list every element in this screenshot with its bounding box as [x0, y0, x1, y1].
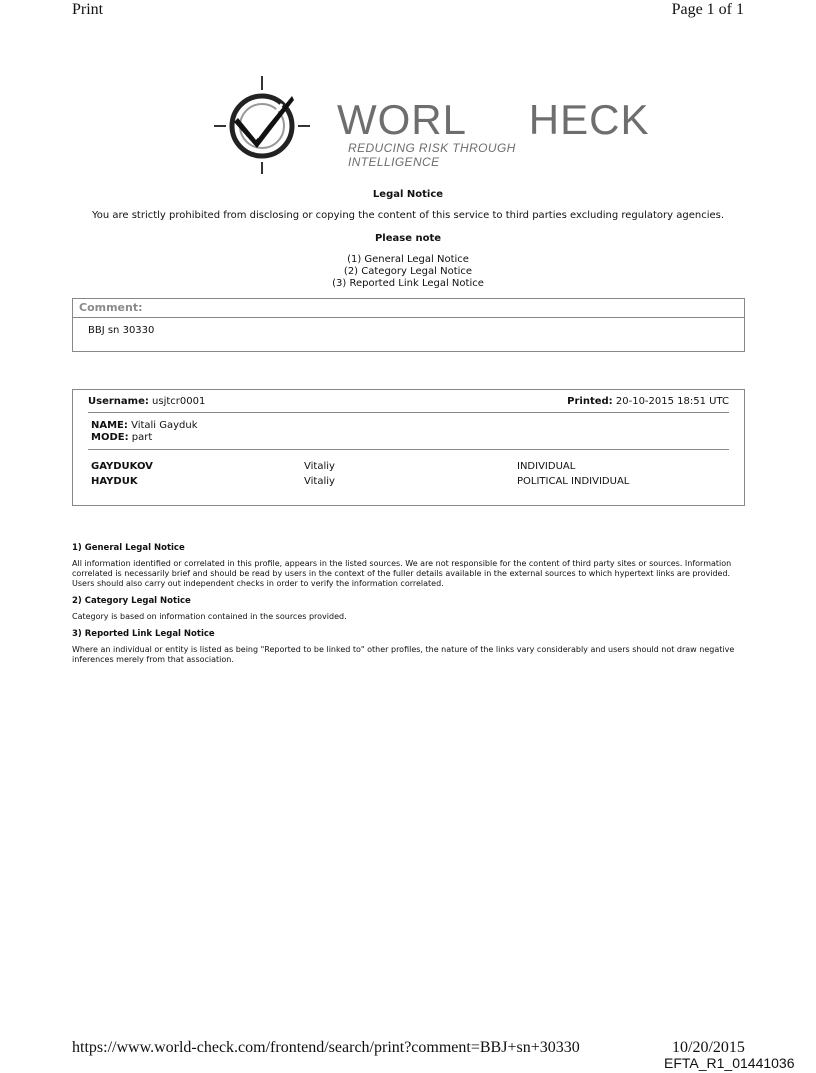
- category-notice-text: Category is based on information contained in the sources provided.: [72, 612, 347, 621]
- result-surname: HAYDUK: [91, 476, 138, 487]
- general-notice-title: 1) General Legal Notice: [72, 543, 185, 553]
- username-value: usjtcr0001: [152, 396, 206, 407]
- result-row: [91, 476, 729, 490]
- search-meta: [91, 420, 198, 444]
- user-row: [88, 396, 729, 413]
- result-surname: GAYDUKOV: [91, 461, 153, 472]
- printed-field: [567, 396, 729, 407]
- printed-label: Printed:: [567, 396, 613, 407]
- name-value: Vitali Gayduk: [131, 420, 198, 431]
- legal-item: (3) Reported Link Legal Notice: [332, 278, 484, 289]
- category-notice-title: 2) Category Legal Notice: [72, 596, 191, 606]
- comment-box: [72, 298, 745, 352]
- mode-value: part: [131, 432, 153, 443]
- username-field: [88, 396, 205, 407]
- link-notice-text: Where an individual or entity is listed as being "Reported to be linked to" other profiles, the nature of the links vary considerably and users should not draw negative inferences merely from that association.: [72, 645, 735, 664]
- search-details-box: [72, 389, 745, 506]
- legal-notices-section: [72, 543, 744, 672]
- checkmark-globe-icon: [210, 74, 320, 174]
- world-check-logo: [210, 74, 650, 174]
- page-number: Page 1 of 1: [671, 1, 744, 18]
- logo-tagline: REDUCING RISK THROUGH INTELLIGENCE: [348, 141, 516, 169]
- comment-label: Comment:: [73, 299, 744, 318]
- result-row: [91, 461, 729, 475]
- result-category: INDIVIDUAL: [517, 461, 576, 472]
- result-given-name: Vitaliy: [304, 461, 335, 472]
- please-note-title: Please note: [374, 233, 442, 244]
- legal-statement: You are strictly prohibited from disclosing or copying the content of this service to third parties excluding regulatory agencies.: [91, 210, 725, 221]
- general-notice-text: All information identified or correlated in this profile, appears in the listed sources. We are not responsible for the content of third party sites or sources. Information correlated is necessarily brief and should be read by users in the context of the fuller details available in the external sources to which hypertext links are provided. Users should also carry out independent checks in order to verify the information correlated.: [72, 559, 732, 588]
- mode-label: MODE:: [91, 432, 129, 443]
- divider: [88, 449, 729, 450]
- printed-value: 20-10-2015 18:51 UTC: [615, 396, 729, 407]
- result-category: POLITICAL INDIVIDUAL: [517, 476, 630, 487]
- footer-url: https://www.world-check.com/frontend/search/print?comment=BBJ+sn+30330: [72, 1039, 580, 1056]
- username-label: Username:: [88, 396, 149, 407]
- logo-wordmark: WORL HECK: [337, 96, 650, 143]
- link-notice-title: 3) Reported Link Legal Notice: [72, 629, 215, 639]
- document-id: EFTA_R1_01441036: [664, 1055, 795, 1071]
- print-label: Print: [72, 1, 104, 18]
- name-label: NAME:: [91, 420, 128, 431]
- comment-value: BBJ sn 30330: [88, 325, 155, 336]
- result-given-name: Vitaliy: [304, 476, 335, 487]
- print-header: [0, 0, 816, 22]
- footer-date: 10/20/2015: [672, 1039, 745, 1056]
- legal-item: (2) Category Legal Notice: [343, 266, 473, 277]
- legal-notice-title: Legal Notice: [372, 189, 444, 200]
- legal-item: (1) General Legal Notice: [347, 254, 469, 265]
